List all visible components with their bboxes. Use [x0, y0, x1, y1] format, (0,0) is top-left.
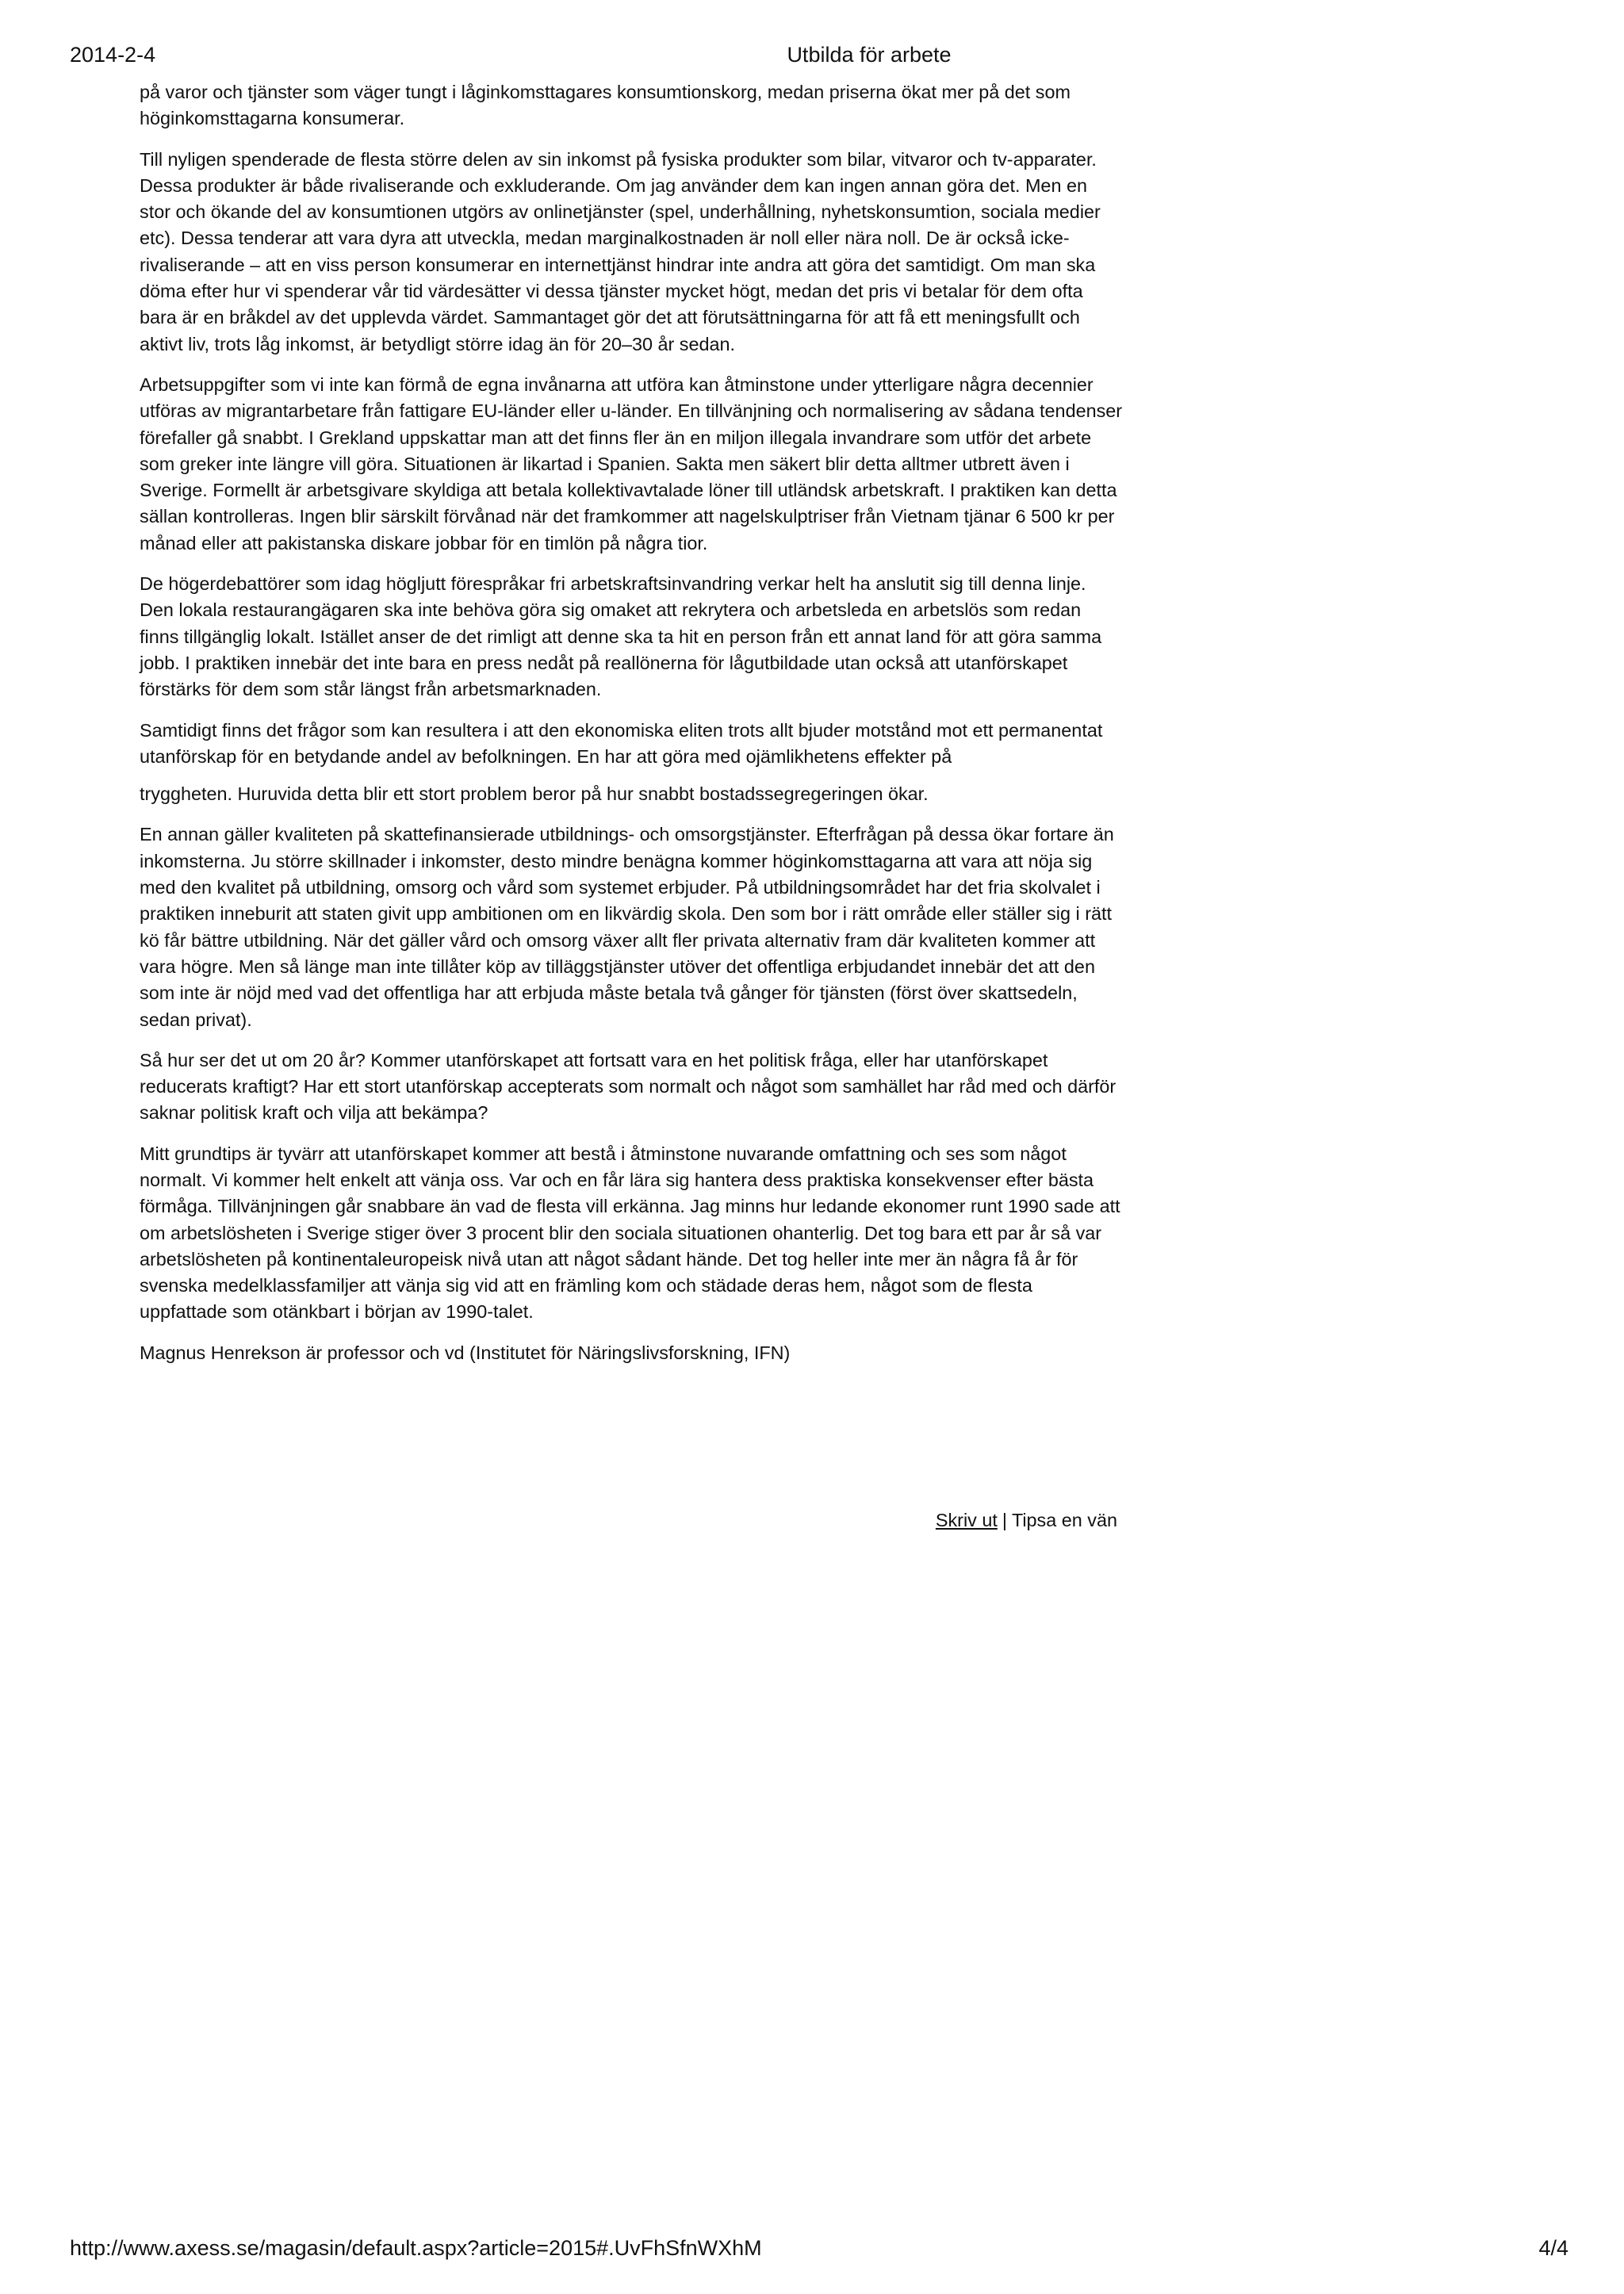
link-separator: |	[1002, 1510, 1007, 1530]
article-paragraph: på varor och tjänster som väger tungt i låginkomsttagares konsumtionskorg, medan priserna ökat mer på det som höginkomsttagarna konsumerar.	[140, 82, 1071, 129]
article-paragraph: Arbetsuppgifter som vi inte kan förmå de egna invånarna att utföra kan åtminstone under ytterligare några decennier utföras av migrantarbetare från fattigare EU-länder eller u-länder. En tillvänjning och normalisering av sådana tendenser förefaller gå snabbt. I Grekland uppskattar man att det finns fler än en miljon illegala invandrare som utför det arbete som greker inte längre vill göra. Situationen är likartad i Spanien. Sakta men säkert blir detta alltmer utbrett även i Sverige. Formellt är arbetsgivare skyldiga att betala kollektivavtalade löner till utländsk arbetskraft. I praktiken kan detta sällan kontrolleras. Ingen blir särskilt förvånad när det framkommer att nagelskulptriser från Vietnam tjänar 6 500 kr per månad eller att pakistanska diskare jobbar för en timlön på några tior.	[140, 373, 1123, 553]
article-paragraph: En annan gäller kvaliteten på skattefinansierade utbildnings- och omsorgstjänster. Efterfrågan på dessa ökar fortare än inkomsterna. Ju större skillnader i inkomster, desto mindre benägna kommer höginkomsttagarna att vara att nöja sig med den kvalitet på utbildning, omsorg och vård som systemet erbjuder. På utbildningsområdet har det fria skolvalet i praktiken inneburit att staten givit upp ambitionen om en likvärdig skola. Den som bor i rätt område eller ställer sig i rätt kö får bättre utbildning. När det gäller vård och omsorg växer allt fler privata alternativ fram där kvaliteten kommer att vara högre. Men så länge man inte tillåter köp av tilläggstjänster utöver det offentliga erbjudandet innebär det att den som inte är nöjd med vad det offentliga har att erbjuda måste betala två gånger för tjänsten (först över skattsedeln, sedan privat).	[140, 824, 1114, 1030]
print-link[interactable]: Skriv ut	[935, 1510, 998, 1530]
page-url: http://www.axess.se/magasin/default.aspx?article=2015#.UvFhSfnWXhM	[70, 2236, 762, 2260]
article-paragraph: tryggheten. Huruvida detta blir ett stort problem beror på hur snabbt bostadssegregeringen ökar.	[140, 783, 929, 805]
article-paragraph: De högerdebattörer som idag högljutt förespråkar fri arbetskraftsinvandring verkar helt ha anslutit sig till denna linje. Den lokala restaurangägaren ska inte behöva göra sig omaket att rekrytera och arbetsleda en arbetslös som redan finns tillgänglig lokalt. Istället anser de det rimligt att denne ska ta hit en person från ett annat land för att göra samma jobb. I praktiken innebär det inte bara en press nedåt på reallönerna för lågutbildade utan också att utanförskapet förstärks för dem som står längst från arbetsmarknaden.	[140, 573, 1102, 700]
page-number: 4/4	[1538, 2236, 1568, 2260]
article-paragraph: Så hur ser det ut om 20 år? Kommer utanförskapet att fortsatt vara en het politisk fråga, eller har utanförskapet reducerats kraftigt? Har ett stort utanförskap accepterats som normalt och något som samhället har råd med och därför saknar politisk kraft och vilja att bekämpa?	[140, 1049, 1116, 1124]
article-paragraph: Till nyligen spenderade de flesta större delen av sin inkomst på fysiska produkter som bilar, vitvaror och tv-apparater. Dessa produkter är både rivaliserande och exkluderande. Om jag använder dem kan ingen annan göra det. Men en stor och ökande del av konsumtionen utgörs av onlinetjänster (spel, underhållning, nyhetskonsumtion, sociala medier etc). Dessa tenderar att vara dyra att utveckla, medan marginalkostnaden är noll eller nära noll. De är också icke-rivaliserande – att en viss person konsumerar en internettjänst hindrar inte andra att göra det samtidigt. Om man ska döma efter hur vi spenderar vår tid värdesätter vi dessa tjänster mycket högt, medan det pris vi betalar för dem ofta bara är en bråkdel av det upplevda värdet. Sammantaget gör det att förutsättningarna för att få ett meningsfullt och aktivt liv, trots låg inkomst, är betydligt större idag än för 20–30 år sedan.	[140, 148, 1101, 354]
print-date: 2014-2-4	[70, 43, 156, 67]
article-paragraph: Mitt grundtips är tyvärr att utanförskapet kommer att bestå i åtminstone nuvarande omfattning och ses som något normalt. Vi kommer helt enkelt att vänja oss. Var och en får lära sig hantera dess praktiska konsekvenser efter bästa förmåga. Tillvänjningen går snabbare än vad de flesta vill erkänna. Jag minns hur ledande ekonomer runt 1990 sade att om arbetslösheten i Sverige stiger över 3 procent blir den sociala situationen ohanterlig. Det tog bara ett par år så var arbetslösheten på kontinentaleuropeisk nivå utan att något sådant hände. Det tog heller inte mer än några få år för svenska medelklassfamiljer att vänja sig vid att en främling kom och städade deras hem, något som de flesta uppfattade som otänkbart i början av 1990-talet.	[140, 1143, 1120, 1323]
article-body	[140, 79, 1123, 1381]
article-paragraph: Samtidigt finns det frågor som kan resultera i att den ekonomiska eliten trots allt bjuder motstånd mot ett permanentat utanförskap för en betydande andel av befolkningen. En har att göra med ojämlikhetens effekter på	[140, 719, 1103, 767]
author-byline: Magnus Henrekson är professor och vd (Institutet för Näringslivsforskning, IFN)	[140, 1342, 791, 1363]
page-title: Utbilda för arbete	[787, 43, 952, 67]
article-actions	[936, 1507, 1117, 1534]
tip-friend-link[interactable]: Tipsa en vän	[1011, 1510, 1117, 1530]
